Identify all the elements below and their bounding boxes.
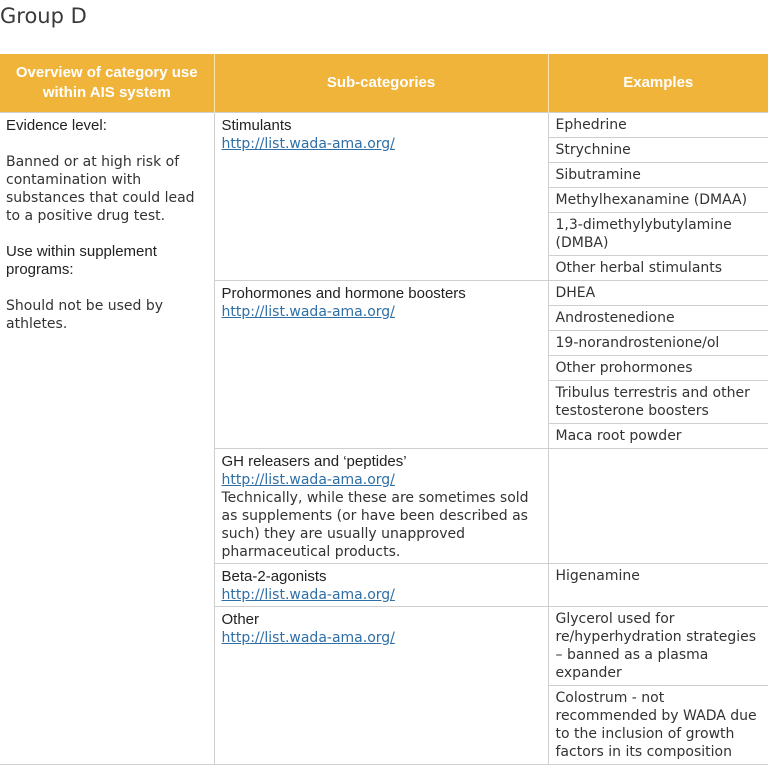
wada-list-link[interactable]: http://list.wada-ama.org/ [222, 586, 542, 604]
examples-cell [548, 113, 768, 281]
subcategory-cell [214, 449, 548, 564]
examples-cell [548, 564, 768, 607]
wada-list-link[interactable]: http://list.wada-ama.org/ [222, 303, 542, 321]
overview-cell [0, 113, 214, 765]
examples-cell-empty [548, 449, 768, 564]
evidence-level-label: Evidence level: [6, 117, 208, 135]
subcategory-note: Technically, while these are sometimes sold as supplements (or have been described as such) they are usually unapproved pharmaceutical products. [222, 489, 542, 561]
examples-cell [548, 281, 768, 449]
use-within-programs-text: Should not be used by athletes. [6, 297, 208, 333]
subcategory-cell [214, 281, 548, 449]
subcategory-cell [214, 113, 548, 281]
evidence-level-text: Banned or at high risk of contamination with substances that could lead to a positive drug test. [6, 153, 208, 225]
subcategory-title: Beta-2-agonists [222, 568, 542, 586]
header-examples: Examples [548, 54, 768, 113]
subcategory-title: GH releasers and ‘peptides’ [222, 453, 542, 471]
page-title: Group D [0, 4, 87, 28]
example-item: Strychnine [549, 138, 768, 163]
example-item: Methylhexanamine (DMAA) [549, 188, 768, 213]
example-item: Maca root powder [549, 424, 768, 448]
example-item: Other herbal stimulants [549, 256, 768, 280]
header-sub-categories: Sub-categories [214, 54, 548, 113]
example-item: Tribulus terrestris and other testosterone boosters [549, 381, 768, 424]
example-item: Colostrum - not recommended by WADA due to the inclusion of growth factors in its composition [549, 686, 768, 764]
subcategory-title: Stimulants [222, 117, 542, 135]
subcategory-cell [214, 607, 548, 765]
example-item: 19-norandrostenione/ol [549, 331, 768, 356]
table-row [0, 113, 768, 281]
example-item: Glycerol used for re/hyperhydration strategies – banned as a plasma expander [549, 607, 768, 686]
header-overview: Overview of category use within AIS system [0, 54, 214, 113]
example-item: Sibutramine [549, 163, 768, 188]
examples-cell [548, 607, 768, 765]
subcategory-cell [214, 564, 548, 607]
example-item: Higenamine [549, 564, 768, 588]
subcategory-title: Other [222, 611, 542, 629]
group-d-table [0, 54, 768, 765]
subcategory-title: Prohormones and hormone boosters [222, 285, 542, 303]
example-item: Androstenedione [549, 306, 768, 331]
example-item: Other prohormones [549, 356, 768, 381]
wada-list-link[interactable]: http://list.wada-ama.org/ [222, 629, 542, 647]
wada-list-link[interactable]: http://list.wada-ama.org/ [222, 135, 542, 153]
use-within-programs-label: Use within supplement programs: [6, 243, 208, 279]
table-header-row [0, 54, 768, 113]
example-item: DHEA [549, 281, 768, 306]
example-item: Ephedrine [549, 113, 768, 138]
example-item: 1,3-dimethylybutylamine (DMBA) [549, 213, 768, 256]
wada-list-link[interactable]: http://list.wada-ama.org/ [222, 471, 542, 489]
